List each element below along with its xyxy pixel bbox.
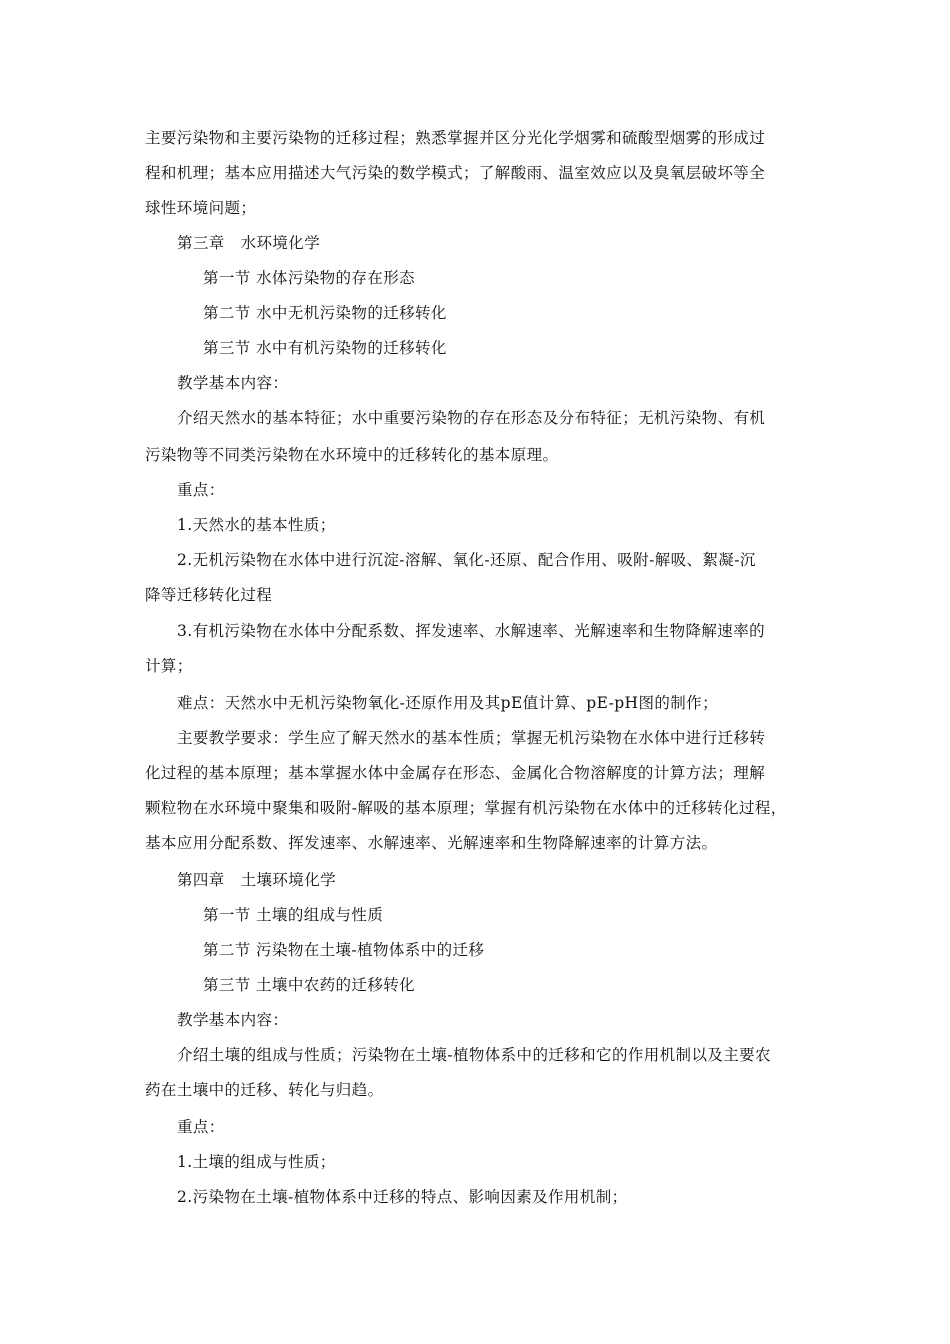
text-line: 程和机理；基本应用描述大气污染的数学模式；了解酸雨、温室效应以及臭氧层破坏等全 [145, 164, 766, 182]
chapter-heading: 第三章 水环境化学 [177, 234, 321, 252]
list-item: 2.污染物在土壤-植物体系中迁移的特点、影响因素及作用机制； [177, 1188, 628, 1206]
section-item: 第二节 污染物在土壤-植物体系中的迁移 [203, 941, 485, 959]
list-item: 1.天然水的基本性质； [177, 516, 336, 534]
text-line: 药在土壤中的迁移、转化与归趋。 [145, 1081, 384, 1099]
text-line: 介绍天然水的基本特征；水中重要污染物的存在形态及分布特征；无机污染物、有机 [177, 409, 766, 427]
subheading: 教学基本内容： [177, 1011, 289, 1029]
subheading: 重点： [177, 481, 225, 499]
section-item: 第一节 水体污染物的存在形态 [203, 269, 416, 287]
section-item: 第三节 水中有机污染物的迁移转化 [203, 339, 447, 357]
list-item: 1.土壤的组成与性质； [177, 1153, 336, 1171]
chapter-heading: 第四章 土壤环境化学 [177, 871, 337, 889]
text-line: 主要污染物和主要污染物的迁移过程；熟悉掌握并区分光化学烟雾和硫酸型烟雾的形成过 [145, 129, 766, 147]
text-line: 降等迁移转化过程 [145, 586, 273, 604]
subheading: 重点： [177, 1118, 225, 1136]
text-line: 球性环境问题； [145, 199, 257, 217]
text-line: 化过程的基本原理；基本掌握水体中金属存在形态、金属化合物溶解度的计算方法；理解 [145, 764, 766, 782]
text-line: 颗粒物在水环境中聚集和吸附-解吸的基本原理；掌握有机污染物在水体中的迁移转化过程， [145, 799, 787, 817]
section-item: 第三节 土壤中农药的迁移转化 [203, 976, 416, 994]
text-line: 计算； [145, 657, 193, 675]
section-item: 第二节 水中无机污染物的迁移转化 [203, 304, 447, 322]
text-line: 主要教学要求：学生应了解天然水的基本性质；掌握无机污染物在水体中进行迁移转 [177, 729, 766, 747]
section-item: 第一节 土壤的组成与性质 [203, 906, 384, 924]
list-item: 3.有机污染物在水体中分配系数、挥发速率、水解速率、光解速率和生物降解速率的 [177, 622, 765, 640]
text-line: 介绍土壤的组成与性质；污染物在土壤-植物体系中的迁移和它的作用机制以及主要农 [177, 1046, 771, 1064]
text-line: 难点：天然水中无机污染物氧化-还原作用及其pE值计算、pE-pH图的制作； [177, 694, 718, 712]
subheading: 教学基本内容： [177, 374, 289, 392]
text-line: 污染物等不同类污染物在水环境中的迁移转化的基本原理。 [145, 446, 559, 464]
list-item: 2.无机污染物在水体中进行沉淀-溶解、氧化-还原、配合作用、吸附-解吸、絮凝-沉 [177, 551, 756, 569]
text-line: 基本应用分配系数、挥发速率、水解速率、光解速率和生物降解速率的计算方法。 [145, 834, 718, 852]
